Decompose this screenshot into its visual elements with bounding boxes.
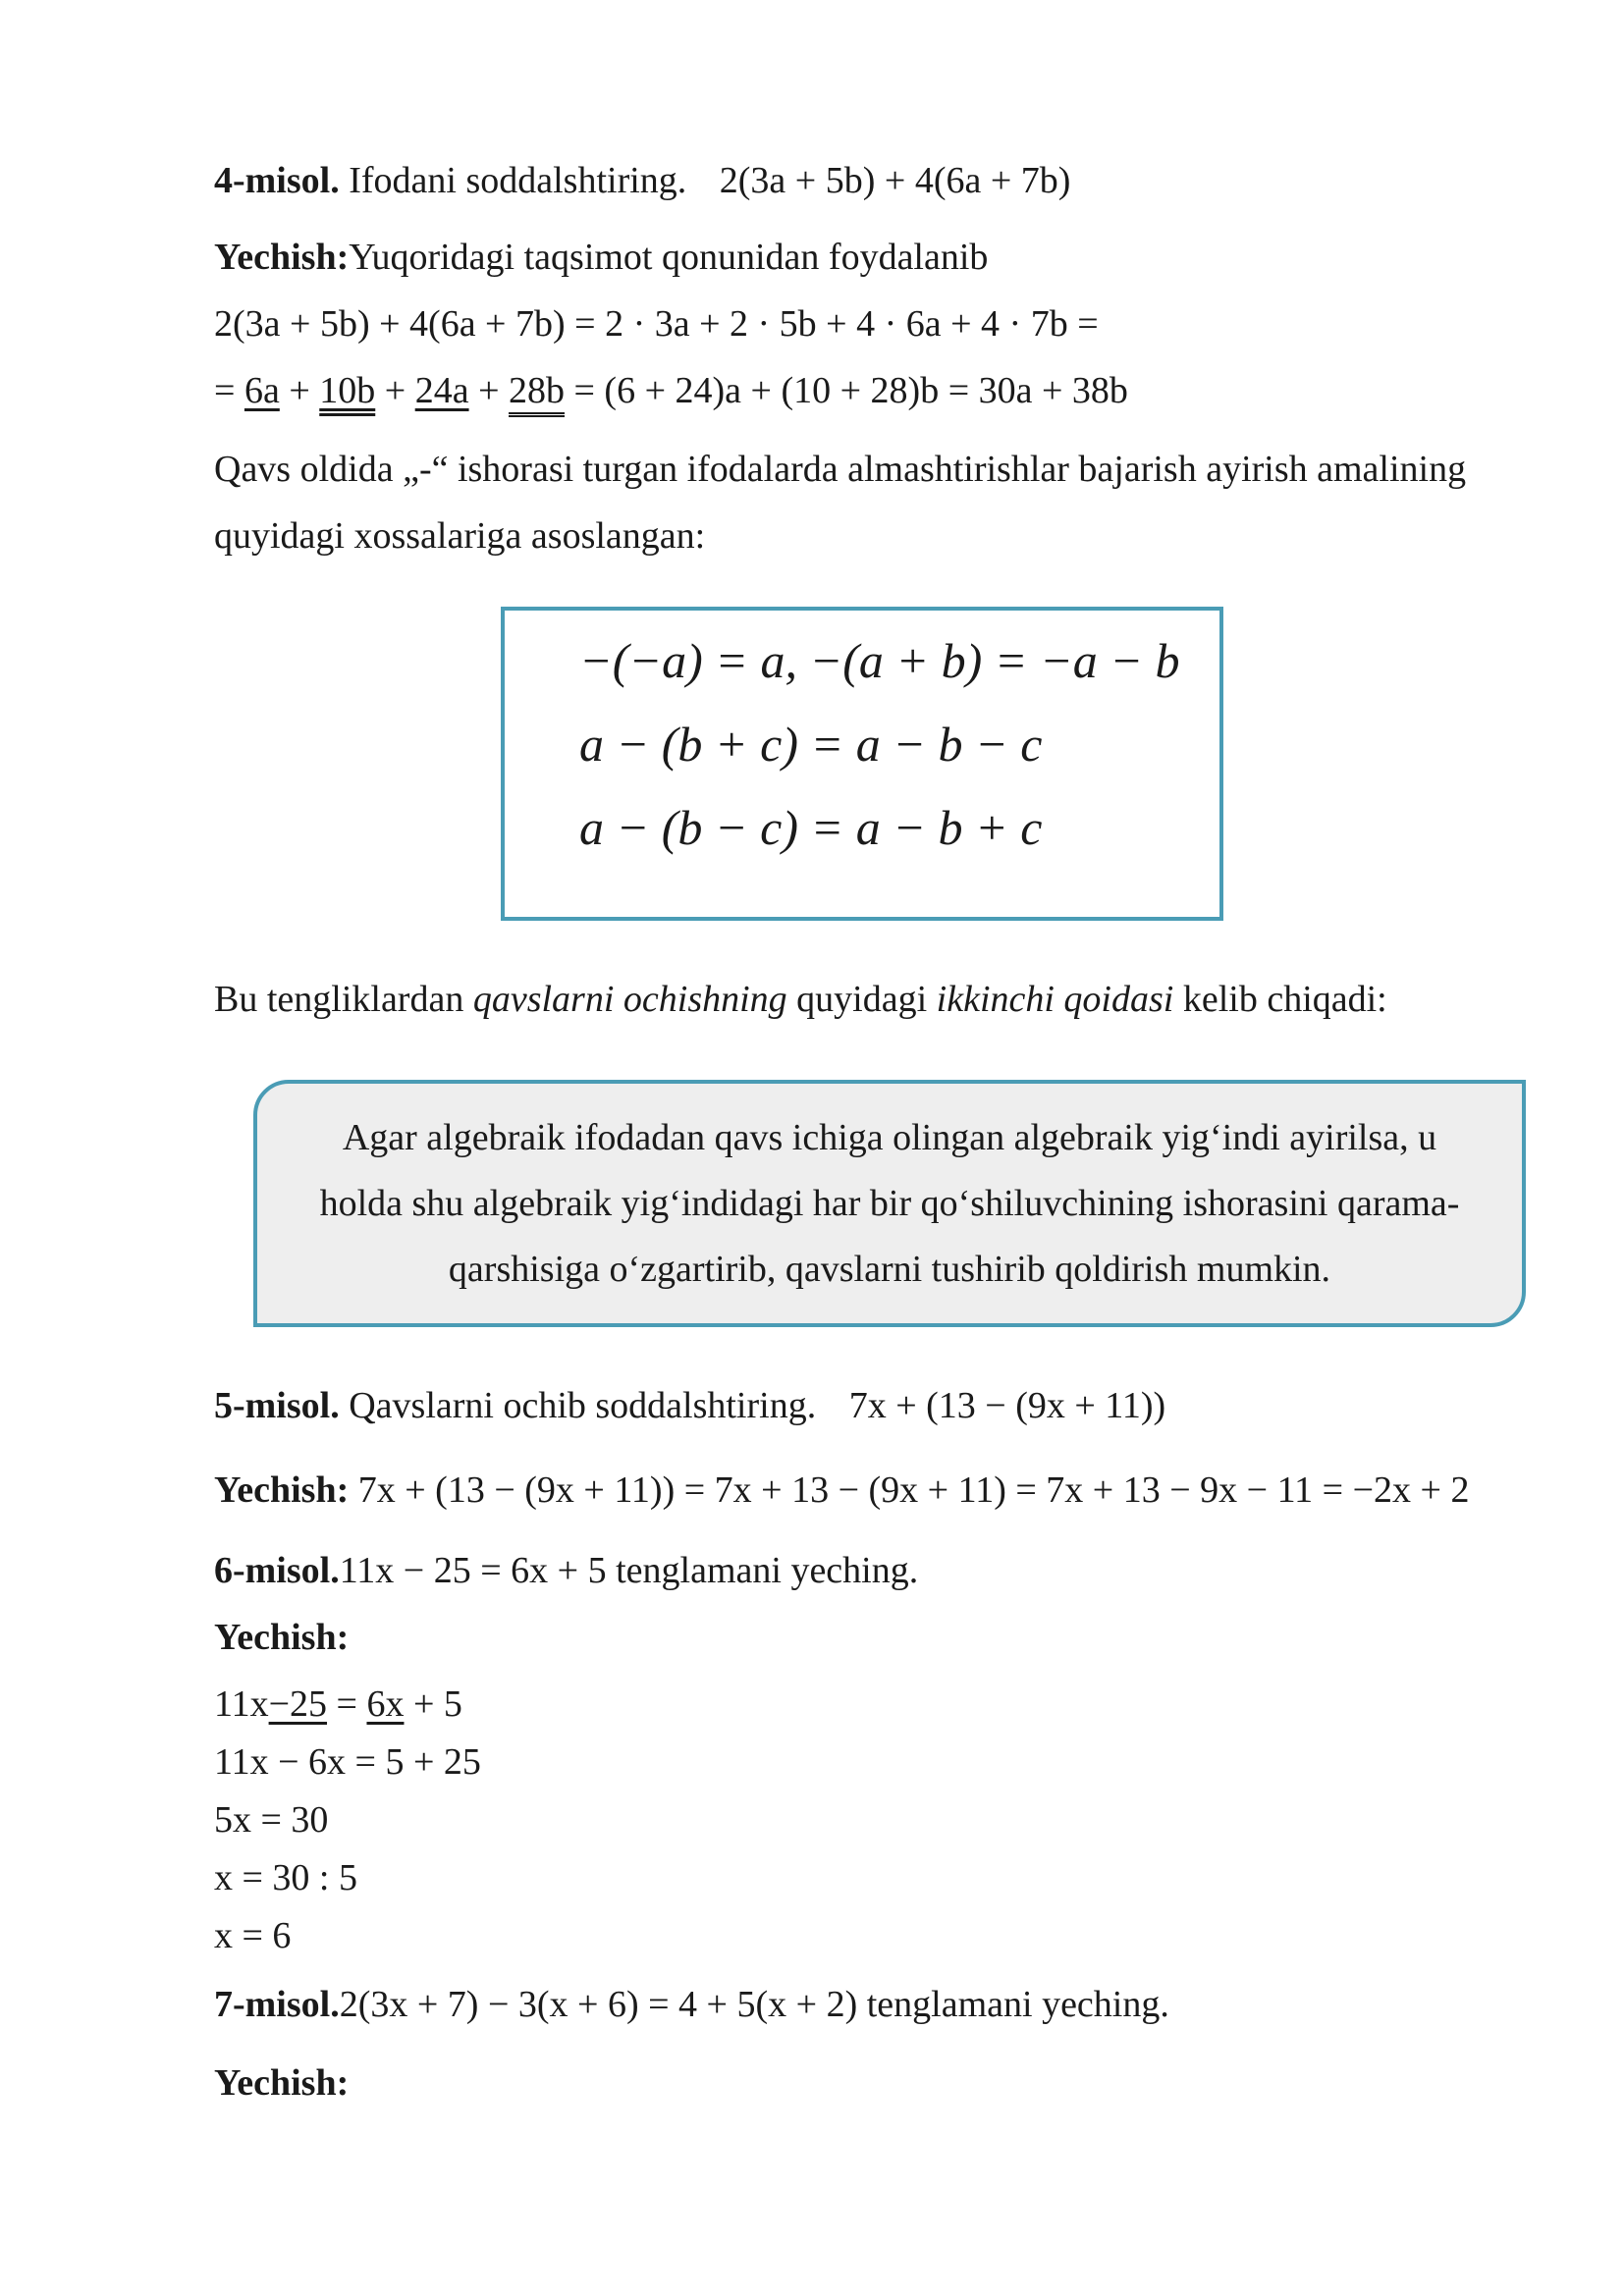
ex4-label: 4-misol. [214, 160, 340, 201]
ex6-step-2: 11x − 6x = 5 + 25 [214, 1741, 481, 1783]
ex6-step-1-c: = [327, 1683, 367, 1725]
ex4-solution-text: Yuqoridagi taqsimot qonunidan foydalanib [349, 237, 989, 278]
ex4-step-1: 2(3a + 5b) + 4(6a + 7b) = 2 · 3a + 2 · 5b + 4 · 6a + 4 · 7b = [214, 303, 1099, 345]
ex4-step-2 [214, 369, 1128, 414]
ex7-label: 7-misol. [214, 1984, 340, 2025]
ex4-heading [214, 159, 1070, 204]
ex4-plus-3: + [478, 370, 500, 411]
rule-1: −(−a) = a, −(a + b) = −a − b [579, 633, 1180, 688]
ex7-expression: 2(3x + 7) − 3(x + 6) = 4 + 5(x + 2) [339, 1984, 858, 2025]
conclusion-part-1: Bu tengliklardan [214, 979, 473, 1020]
ex6-solution-label: Yechish: [214, 1617, 350, 1658]
ex6-step-1-b: −25 [268, 1683, 328, 1725]
ex6-step-4: x = 30 : 5 [214, 1857, 357, 1898]
note-line-3: qarshisiga o‘zgartirib, qavslarni tushirib qoldirish mumkin. [448, 1249, 1331, 1290]
ex6-step-3: 5x = 30 [214, 1799, 329, 1841]
ex5-heading [214, 1384, 1165, 1429]
note-line-1: Agar algebraik ifodadan qavs ichiga olingan algebraik yig‘indi ayirilsa, u [342, 1117, 1437, 1158]
ex4-plus-1: + [289, 370, 310, 411]
ex6-step-1-e: + 5 [404, 1683, 462, 1725]
ex6-text: tenglamani yeching. [616, 1550, 919, 1591]
ex6-step-1-d: 6x [366, 1683, 405, 1725]
conclusion-line [214, 978, 1387, 1023]
ex6-step-5: x = 6 [214, 1915, 292, 1956]
ex6-heading [214, 1549, 918, 1594]
conclusion-part-4: ikkinchi qoidasi [936, 979, 1174, 1020]
ex4-plus-2: + [384, 370, 406, 411]
ex4-term-24a: 24a [414, 370, 469, 411]
ex5-expression: 7x + (13 − (9x + 11)) [848, 1385, 1166, 1426]
intro-line-1: Qavs oldida „-“ ishorasi turgan ifodalarda almashtirishlar bajarish ayirish amalining [214, 449, 1467, 490]
ex4-step-2-eq: = [214, 370, 236, 411]
ex6-step-1 [214, 1682, 462, 1728]
ex4-text: Ifodani soddalshtiring. [349, 160, 687, 201]
rules-box [501, 607, 1223, 921]
conclusion-part-5: kelib chiqadi: [1173, 979, 1387, 1020]
ex4-term-6a: 6a [244, 370, 280, 411]
ex7-solution-label: Yechish: [214, 2062, 350, 2104]
ex6-label: 6-misol. [214, 1550, 340, 1591]
ex5-solution-text: 7x + (13 − (9x + 11)) = 7x + 13 − (9x + 11) = 7x + 13 − 9x − 11 = −2x + 2 [357, 1469, 1470, 1511]
ex4-step-2-rest: = (6 + 24)a + (10 + 28)b = 30a + 38b [573, 370, 1128, 411]
ex5-label: 5-misol. [214, 1385, 340, 1426]
ex7-heading [214, 1983, 1169, 2028]
conclusion-part-2: qavslarni ochishning [472, 979, 787, 1020]
ex4-solution-intro [214, 236, 988, 281]
ex5-solution [214, 1468, 1469, 1514]
rule-note-box [253, 1080, 1526, 1327]
ex7-text: tenglamani yeching. [866, 1984, 1169, 2025]
intro-line-2: quyidagi xossalariga asoslangan: [214, 515, 706, 557]
ex4-term-10b: 10b [319, 370, 376, 411]
conclusion-part-3: quyidagi [786, 979, 937, 1020]
ex4-term-28b: 28b [509, 370, 565, 417]
ex6-step-1-a: 11x [214, 1683, 269, 1725]
ex6-expression: 11x − 25 = 6x + 5 [339, 1550, 607, 1591]
ex4-solution-label: Yechish: [214, 237, 350, 278]
note-line-2: holda shu algebraik yig‘indidagi har bir qo‘shiluvchining ishorasini qarama- [319, 1183, 1460, 1224]
ex4-expression: 2(3a + 5b) + 4(6a + 7b) [719, 160, 1071, 201]
ex5-solution-label: Yechish: [214, 1469, 350, 1511]
rule-3: a − (b − c) = a − b + c [579, 800, 1043, 855]
ex5-text: Qavslarni ochib soddalshtiring. [349, 1385, 817, 1426]
rule-2: a − (b + c) = a − b − c [579, 717, 1043, 772]
